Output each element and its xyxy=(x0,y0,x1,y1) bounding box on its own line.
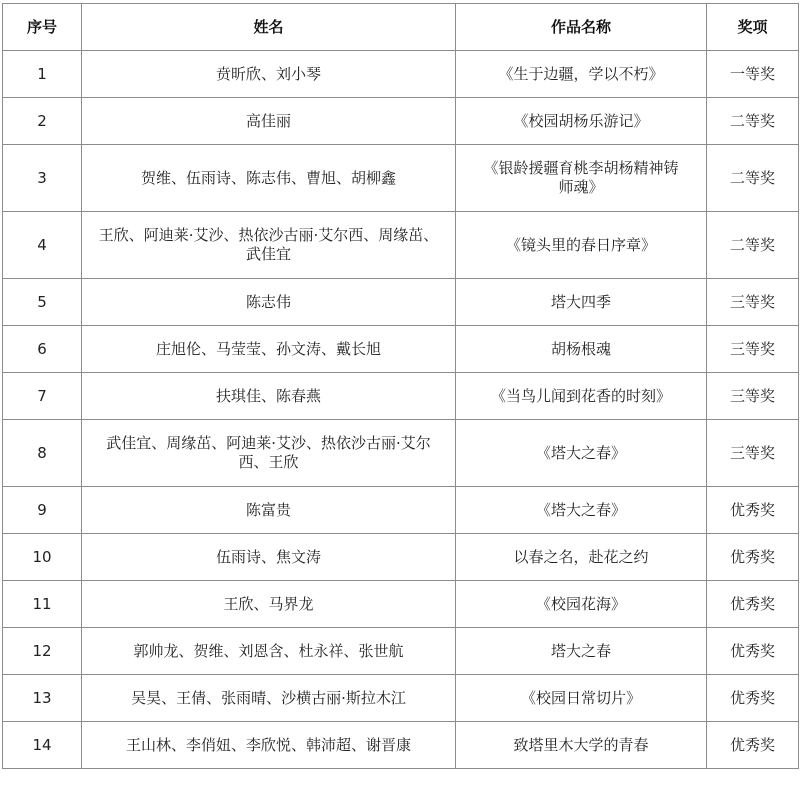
awards-table xyxy=(2,3,799,769)
row-award: 二等奖 xyxy=(707,212,799,279)
row-names: 伍雨诗、焦文涛 xyxy=(82,534,456,581)
table-row xyxy=(3,279,799,326)
row-work-title: 塔大之春 xyxy=(456,628,707,675)
header-row xyxy=(3,4,799,51)
table-row xyxy=(3,51,799,98)
table-row xyxy=(3,98,799,145)
row-award: 三等奖 xyxy=(707,279,799,326)
row-award: 一等奖 xyxy=(707,51,799,98)
row-names: 陈志伟 xyxy=(82,279,456,326)
row-number: 3 xyxy=(3,145,82,212)
row-number: 7 xyxy=(3,373,82,420)
row-work-title: 《银龄援疆育桃李胡杨精神铸师魂》 xyxy=(456,145,707,212)
row-names: 武佳宜、周缘茁、阿迪莱·艾沙、热依沙古丽·艾尔西、王欣 xyxy=(82,420,456,487)
row-work-title: 《生于边疆，学以不朽》 xyxy=(456,51,707,98)
row-names: 贲昕欣、刘小琴 xyxy=(82,51,456,98)
table-row xyxy=(3,487,799,534)
table-row xyxy=(3,212,799,279)
table-row xyxy=(3,373,799,420)
row-award: 三等奖 xyxy=(707,326,799,373)
row-number: 8 xyxy=(3,420,82,487)
row-names: 王欣、马界龙 xyxy=(82,581,456,628)
row-award: 二等奖 xyxy=(707,98,799,145)
row-work-title: 《校园花海》 xyxy=(456,581,707,628)
row-work-title: 致塔里木大学的青春 xyxy=(456,722,707,769)
row-number: 2 xyxy=(3,98,82,145)
row-award: 优秀奖 xyxy=(707,487,799,534)
table-row xyxy=(3,420,799,487)
row-names: 扶琪佳、陈春燕 xyxy=(82,373,456,420)
table-row xyxy=(3,534,799,581)
row-award: 二等奖 xyxy=(707,145,799,212)
row-award: 三等奖 xyxy=(707,420,799,487)
row-number: 12 xyxy=(3,628,82,675)
row-work-title: 《塔大之春》 xyxy=(456,487,707,534)
row-number: 13 xyxy=(3,675,82,722)
table-row xyxy=(3,628,799,675)
table-row xyxy=(3,675,799,722)
table-row xyxy=(3,326,799,373)
row-work-title: 《镜头里的春日序章》 xyxy=(456,212,707,279)
row-work-title: 以春之名，赴花之约 xyxy=(456,534,707,581)
table-row xyxy=(3,581,799,628)
row-names: 庄旭伦、马莹莹、孙文涛、戴长旭 xyxy=(82,326,456,373)
header-work-title: 作品名称 xyxy=(456,4,707,51)
row-work-title: 塔大四季 xyxy=(456,279,707,326)
row-award: 优秀奖 xyxy=(707,722,799,769)
row-number: 11 xyxy=(3,581,82,628)
row-work-title: 《当鸟儿闻到花香的时刻》 xyxy=(456,373,707,420)
row-names: 郭帅龙、贺维、刘恩含、杜永祥、张世航 xyxy=(82,628,456,675)
row-number: 1 xyxy=(3,51,82,98)
row-names: 吴昊、王倩、张雨晴、沙横古丽·斯拉木江 xyxy=(82,675,456,722)
row-number: 9 xyxy=(3,487,82,534)
row-number: 10 xyxy=(3,534,82,581)
header-names: 姓名 xyxy=(82,4,456,51)
row-number: 14 xyxy=(3,722,82,769)
row-award: 优秀奖 xyxy=(707,628,799,675)
row-number: 6 xyxy=(3,326,82,373)
row-number: 5 xyxy=(3,279,82,326)
row-names: 陈富贵 xyxy=(82,487,456,534)
header-award: 奖项 xyxy=(707,4,799,51)
table-row xyxy=(3,145,799,212)
header-number: 序号 xyxy=(3,4,82,51)
row-award: 优秀奖 xyxy=(707,675,799,722)
row-work-title: 《塔大之春》 xyxy=(456,420,707,487)
row-names: 高佳丽 xyxy=(82,98,456,145)
row-award: 优秀奖 xyxy=(707,581,799,628)
row-award: 优秀奖 xyxy=(707,534,799,581)
row-names: 王欣、阿迪莱·艾沙、热依沙古丽·艾尔西、周缘茁、武佳宜 xyxy=(82,212,456,279)
row-work-title: 《校园胡杨乐游记》 xyxy=(456,98,707,145)
table-row xyxy=(3,722,799,769)
row-number: 4 xyxy=(3,212,82,279)
row-award: 三等奖 xyxy=(707,373,799,420)
row-names: 贺维、伍雨诗、陈志伟、曹旭、胡柳鑫 xyxy=(82,145,456,212)
row-names: 王山林、李俏妞、李欣悦、韩沛超、谢晋康 xyxy=(82,722,456,769)
row-work-title: 《校园日常切片》 xyxy=(456,675,707,722)
row-work-title: 胡杨根魂 xyxy=(456,326,707,373)
